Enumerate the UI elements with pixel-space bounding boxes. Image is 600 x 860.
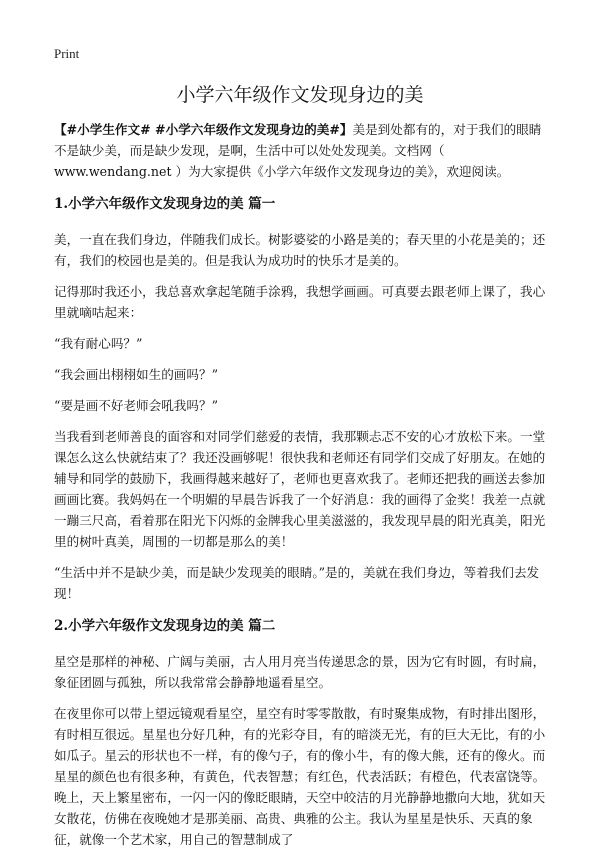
article-body [54, 119, 550, 860]
section-1-paragraph: 当我看到老师善良的面容和对同学们慈爱的表情，我那颗忐忑不安的心才放松下来。一堂课怎么这么快就结束了？我还没画够呢！很快我和老师还有同学们交成了好朋友。在她的辅导和同学的鼓励下，我画得越来越好了，老师也更喜欢我了。老师还把我的画送去参加画画比赛。我妈妈在一个明媚的早晨告诉我了一个好消息：我的画得了金奖！我差一点就一蹦三尺高，看着那在阳光下闪烁的金牌我心里美滋滋的，我发现早晨的阳光真美，阳光里的树叶真美，周围的一切都是那么的美！ [54, 429, 546, 549]
intro-text: 美是到处都有的，对于我们的眼睛不是缺少美，而是缺少发现，是啊，生活中可以处处发现美。文档网（ www.wendang.net ）为大家提供《小学六年级作文发现身边的美》，欢迎阅读。 [54, 122, 542, 179]
section-1-paragraph: “生活中并不是缺少美，而是缺少发现美的眼睛。”是的，美就在我们身边，等着我们去发现！ [54, 565, 540, 601]
section-1-heading: 1.小学六年级作文发现身边的美 篇一 [54, 196, 276, 212]
section-1-paragraph: “要是画不好老师会吼我吗？” [54, 398, 219, 413]
print-link[interactable]: Print [54, 46, 80, 61]
intro-paragraph [54, 119, 550, 182]
section-1-paragraph: 美，一直在我们身边，伴随我们成长。树影婆娑的小路是美的；春天里的小花是美的；还有，我们的校园也是美的。但是我认为成功时的快乐才是美的。 [54, 232, 546, 268]
section-1-paragraph: “我会画出栩栩如生的画吗？” [54, 367, 219, 382]
section-2-paragraph: 星空是那样的神秘、广阔与美丽，古人用月亮当传递思念的景，因为它有时圆，有时扁，象征团圆与孤独，所以我常常会静静地遥看星空。 [54, 654, 546, 690]
section-1-paragraph: “我有耐心吗？” [54, 336, 143, 351]
section-1-paragraph: 记得那时我还小，我总喜欢拿起笔随手涂鸦，我想学画画。可真要去跟老师上课了，我心里就嘀咕起来： [54, 284, 546, 320]
section-2-heading: 2.小学六年级作文发现身边的美 篇二 [54, 618, 276, 634]
section-2-paragraph: 在夜里你可以带上望远镜观看星空，星空有时零零散散，有时聚集成物，有时排出图形，有时相互很远。星星也分好几种，有的光彩夺目，有的暗淡无光，有的巨大无比，有的小如瓜子。星云的形状也不一样，有的像勺子，有的像小牛，有的像大熊，还有的像火。而星星的颜色也有很多种，有黄色，代表智慧；有红色，代表活跃；有橙色，代表富饶等。晚上，天上繁星密布，一闪一闪的像眨眼睛，天空中皎洁的月光静静地撒向大地，犹如天女散花，仿佛在夜晚她才是那美丽、高贵、典雅的公主。我认为星星是快乐、天真的象征，就像一个艺术家，用自己的智慧制成了 [54, 706, 546, 847]
intro-tags: 【#小学生作文# #小学六年级作文发现身边的美#】 [54, 122, 353, 137]
page-title: 小学六年级作文发现身边的美 [176, 84, 424, 106]
